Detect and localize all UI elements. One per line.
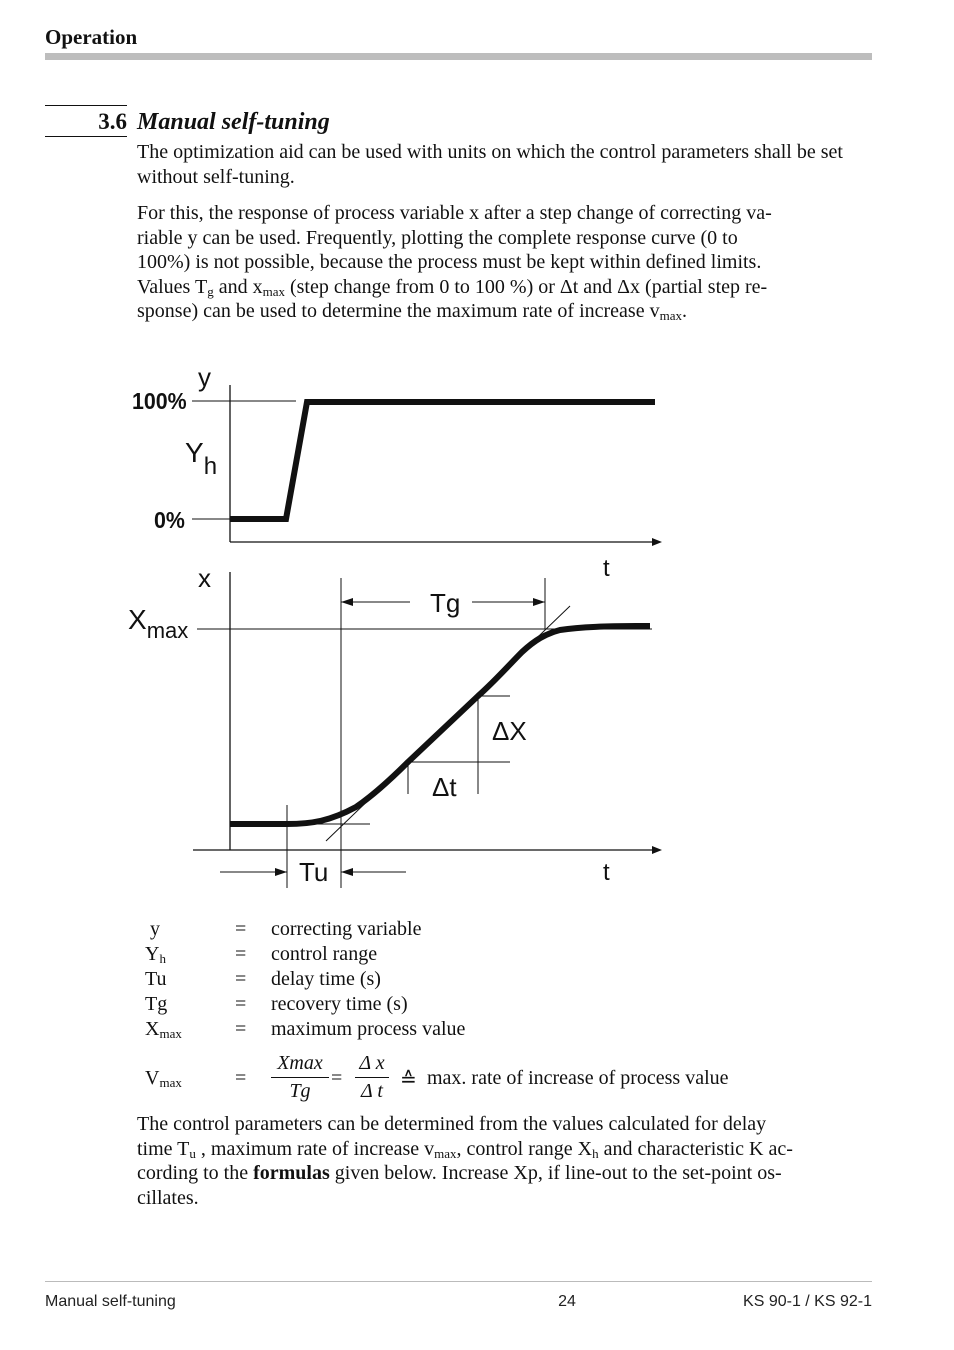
legend-symbol bbox=[145, 968, 167, 991]
subscript: max bbox=[262, 283, 285, 299]
fraction-denominator: Tg bbox=[289, 1080, 311, 1102]
method-text: . bbox=[681, 300, 687, 322]
step-response-diagram bbox=[0, 350, 954, 910]
legend-row bbox=[0, 993, 954, 1018]
tu-label: Tu bbox=[299, 857, 329, 887]
step-curve bbox=[230, 402, 655, 519]
legend-description: control range bbox=[271, 943, 378, 965]
top-t-axis-arrow bbox=[652, 538, 662, 546]
formula-symbol-sub: max bbox=[159, 1075, 182, 1090]
legend-description: recovery time (s) bbox=[271, 993, 408, 1015]
section-number: 3.6 bbox=[98, 109, 127, 134]
tg-label: Tg bbox=[430, 588, 461, 618]
method-text: and x bbox=[213, 275, 263, 298]
legend-equals: = bbox=[235, 943, 247, 965]
method-text: Values T bbox=[137, 275, 208, 298]
legend-symbol bbox=[145, 1018, 182, 1042]
intro-paragraph: The optimization aid can be used with units on which the control parameters shall be set without self-tuning. bbox=[137, 141, 843, 188]
fraction-denominator: Δ t bbox=[361, 1080, 383, 1102]
page-number: 24 bbox=[558, 1293, 576, 1310]
corresponds-symbol: ≙ bbox=[400, 1069, 417, 1091]
legend-equals: = bbox=[235, 968, 247, 990]
legend-equals: = bbox=[235, 1018, 247, 1040]
section-rule-bottom bbox=[45, 136, 127, 137]
legend-description: maximum process value bbox=[271, 1018, 466, 1040]
subscript: max bbox=[434, 1145, 457, 1161]
conclusion-line: The control parameters can be determined from the values calculated for delay bbox=[137, 1113, 767, 1135]
t-label-top: t bbox=[603, 555, 610, 582]
method-paragraph bbox=[137, 201, 873, 324]
legend-equals: = bbox=[235, 918, 247, 940]
conclusion-text: and characteristic K ac- bbox=[598, 1137, 793, 1160]
legend-symbol bbox=[145, 943, 166, 967]
formulas-emphasis: formulas bbox=[253, 1162, 330, 1184]
xmax-sub: max bbox=[146, 618, 189, 643]
legend-symbol-main: Tg bbox=[145, 993, 168, 1015]
label-0-percent: 0% bbox=[154, 507, 185, 534]
legend-symbol bbox=[145, 993, 167, 1016]
legend-row bbox=[0, 1018, 954, 1043]
tg-arrow-right-head bbox=[533, 598, 545, 606]
header-rule bbox=[45, 53, 872, 60]
footer-product-name: KS 90-1 / KS 92-1 bbox=[743, 1293, 872, 1310]
legend-symbol-main: Y bbox=[145, 943, 160, 965]
legend-description: delay time (s) bbox=[271, 968, 381, 990]
conclusion-text: cording to the bbox=[137, 1162, 254, 1184]
label-100-percent: 100% bbox=[132, 388, 187, 415]
fraction-dx-over-dt bbox=[355, 1052, 389, 1103]
legend-symbol bbox=[150, 918, 160, 941]
xmax-main: X bbox=[128, 604, 147, 635]
section-rule-top bbox=[45, 105, 127, 106]
fraction-xmax-over-tg bbox=[271, 1052, 329, 1103]
fraction-numerator: Xmax bbox=[277, 1052, 323, 1074]
conclusion-paragraph bbox=[137, 1112, 873, 1210]
formula-symbol bbox=[145, 1067, 182, 1091]
subscript: g bbox=[207, 283, 214, 299]
bottom-graph bbox=[128, 563, 662, 888]
subscript: max bbox=[659, 308, 682, 323]
yh-sub: h bbox=[203, 453, 218, 480]
subscript: u bbox=[189, 1145, 196, 1161]
method-text: (step change from 0 to 100 %) or Δt and Δx (partial step re- bbox=[284, 275, 768, 298]
legend-symbol-main: X bbox=[145, 1018, 160, 1040]
legend-symbol-sub: max bbox=[159, 1026, 182, 1041]
tu-arrow-left-head bbox=[275, 868, 287, 876]
delta-x-label: ΔX bbox=[492, 716, 527, 746]
legend-symbol-sub: h bbox=[159, 951, 166, 966]
formula-equals: = bbox=[331, 1067, 343, 1089]
conclusion-line: cillates. bbox=[137, 1186, 199, 1209]
legend-row bbox=[0, 968, 954, 993]
x-axis-label: x bbox=[198, 563, 211, 593]
conclusion-text: time T bbox=[137, 1137, 190, 1160]
conclusion-text: , control range X bbox=[456, 1137, 593, 1160]
method-line: riable y can be used. Frequently, plotting the complete response curve (0 to bbox=[137, 226, 738, 249]
legend-symbol-main: y bbox=[150, 918, 160, 940]
conclusion-text: , maximum rate of increase v bbox=[195, 1137, 435, 1160]
delta-t-label: Δt bbox=[432, 772, 457, 802]
running-header-title: Operation bbox=[45, 25, 138, 49]
bottom-t-axis-arrow bbox=[652, 846, 662, 854]
tu-arrow-right-head bbox=[341, 868, 353, 876]
xmax-label bbox=[128, 604, 188, 643]
legend-equals: = bbox=[235, 993, 247, 1015]
section-title: Manual self-tuning bbox=[137, 109, 330, 135]
footer-rule bbox=[45, 1281, 872, 1282]
method-line: For this, the response of process variable x after a step change of correcting va- bbox=[137, 202, 772, 224]
vmax-formula bbox=[0, 1052, 954, 1108]
method-line: 100%) is not possible, because the process must be kept within defined limits. bbox=[137, 251, 762, 273]
yh-label bbox=[185, 437, 217, 480]
footer-section-name: Manual self-tuning bbox=[45, 1293, 176, 1310]
legend-description: correcting variable bbox=[271, 918, 422, 940]
t-label-bottom: t bbox=[603, 859, 610, 886]
formula-equals: = bbox=[235, 1067, 247, 1089]
legend-row bbox=[0, 918, 954, 943]
formula-symbol-main: V bbox=[145, 1067, 160, 1089]
legend-row bbox=[0, 943, 954, 968]
top-graph bbox=[132, 362, 662, 582]
y-axis-label: y bbox=[198, 362, 211, 392]
tg-arrow-left-head bbox=[341, 598, 353, 606]
formula-description: max. rate of increase of process value bbox=[427, 1067, 729, 1089]
method-text: sponse) can be used to determine the maximum rate of increase v bbox=[137, 300, 660, 322]
fraction-numerator: Δ x bbox=[359, 1052, 385, 1074]
subscript: h bbox=[592, 1145, 599, 1161]
conclusion-text: given below. Increase Xp, if line-out to the set-point os- bbox=[329, 1162, 782, 1184]
yh-main: Y bbox=[185, 437, 204, 468]
legend-symbol-main: Tu bbox=[145, 968, 167, 990]
